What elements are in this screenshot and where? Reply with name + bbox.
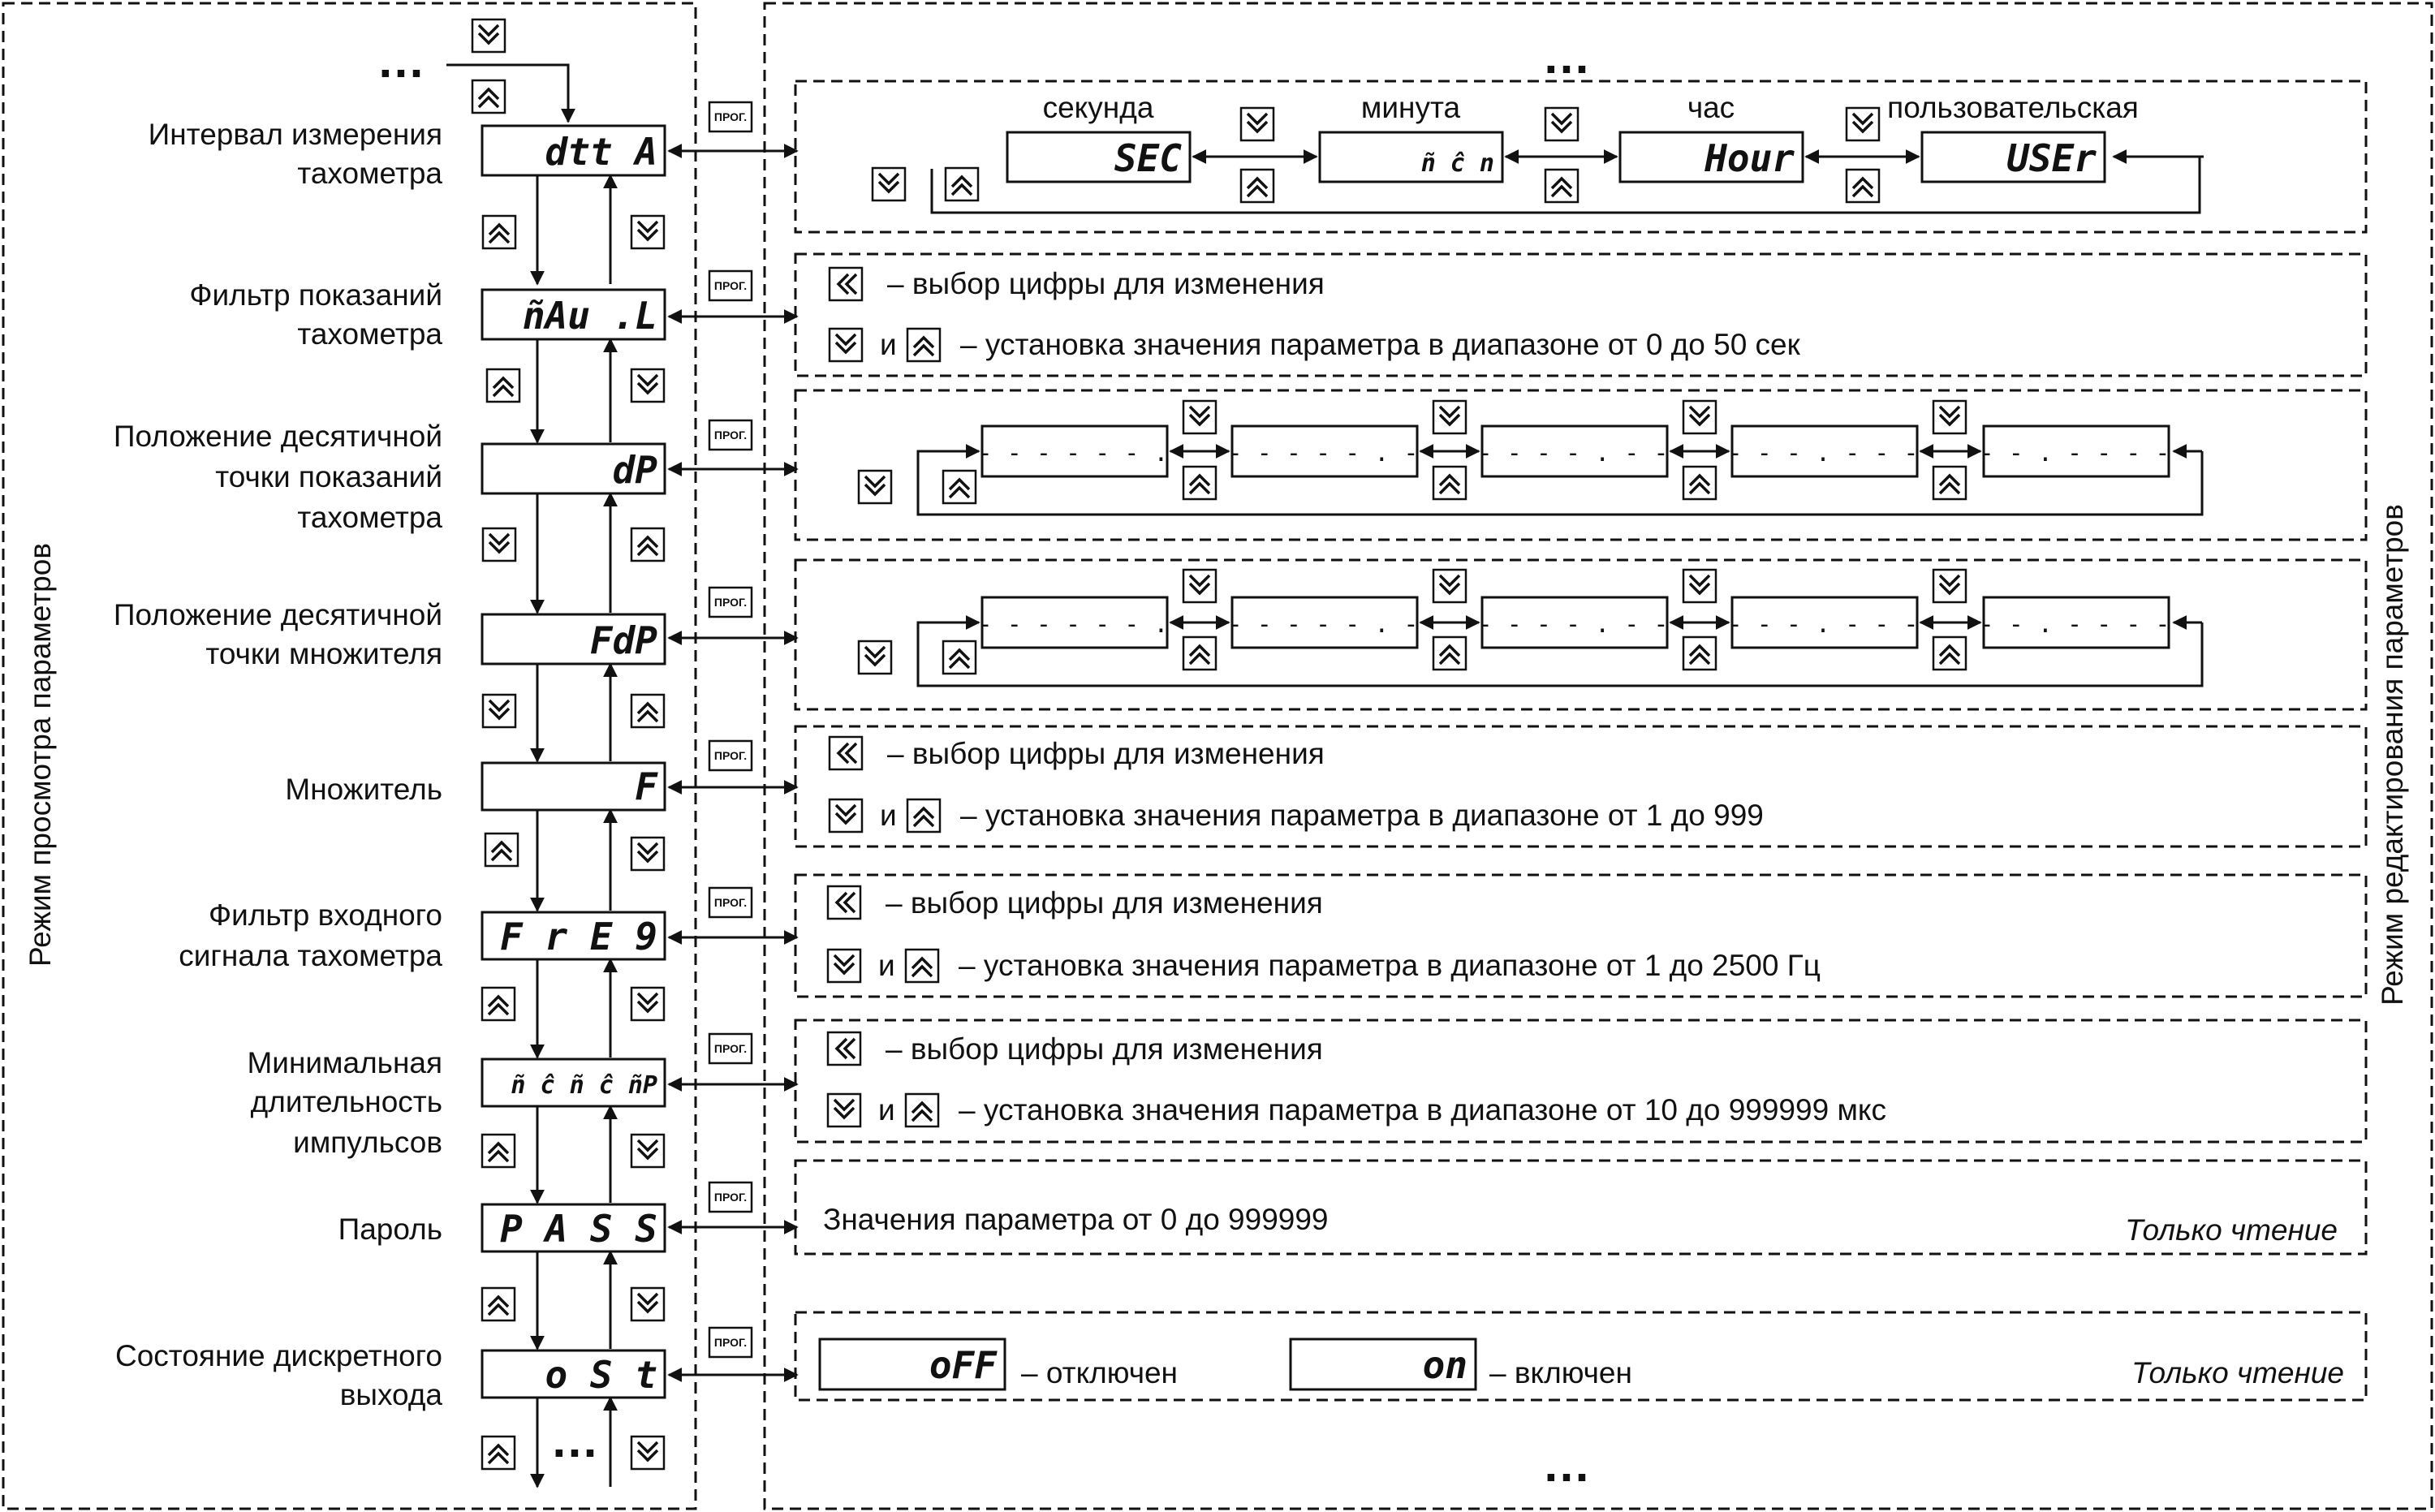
svg-text:- - - . - - -: - - - . - - - (1727, 610, 1919, 639)
up-button-icon (1847, 170, 1879, 202)
svg-text:- - . - - - -: - - . - - - - (1979, 439, 2170, 467)
down-button-icon (1433, 401, 1466, 433)
interval-caption: секунда (1042, 91, 1154, 124)
view-mode-title: Режим просмотра параметров (24, 543, 57, 967)
svg-text:– выбор цифры для изменения: – выбор цифры для изменения (886, 1032, 1323, 1066)
up-button-icon (1183, 467, 1216, 499)
param-label: Положение десятичной (113, 598, 442, 631)
svg-text:и: и (878, 1093, 895, 1126)
param-label: Фильтр входного (209, 898, 442, 932)
left-button-icon (828, 886, 860, 919)
down-button-icon (631, 1437, 664, 1469)
param-labels (114, 118, 443, 1411)
svg-text:– установка значения параметра: – установка значения параметра в диапазоне от 1 до 2500 Гц (959, 949, 1821, 982)
svg-text:P A S S: P A S S (500, 1207, 657, 1251)
down-button-icon (631, 1288, 664, 1320)
svg-text:– выбор цифры для изменения: – выбор цифры для изменения (886, 886, 1323, 920)
down-button-icon (631, 216, 664, 248)
down-button-icon (1183, 570, 1216, 602)
param-label: сигнала тахометра (179, 939, 442, 972)
svg-text:F: F (635, 765, 657, 808)
down-button-icon (1683, 570, 1716, 602)
dp-edit-box (795, 390, 2366, 540)
svg-text:и: и (878, 949, 895, 982)
svg-text:– отключен: – отключен (1021, 1356, 1178, 1389)
svg-text:ПРОГ.: ПРОГ. (713, 429, 748, 442)
svg-text:ПРОГ.: ПРОГ. (713, 596, 748, 609)
param-label: длительность (250, 1085, 442, 1118)
svg-text:oFF: oFF (929, 1343, 997, 1387)
svg-text:- - - - . - -: - - - - . - - (1477, 610, 1669, 639)
up-button-icon (482, 1135, 515, 1167)
param-label: Состояние дискретного (115, 1339, 442, 1372)
down-button-icon (1933, 570, 1966, 602)
freq-edit-box (795, 875, 2366, 997)
up-button-icon (907, 799, 940, 832)
svg-text:ПРОГ.: ПРОГ. (713, 279, 748, 292)
down-button-icon (1933, 401, 1966, 433)
up-button-icon (631, 528, 664, 561)
prog-connectors (669, 102, 797, 1375)
down-button-icon (631, 838, 664, 870)
param-label: выхода (339, 1378, 442, 1411)
left-button-icon (828, 1032, 860, 1065)
down-button-icon (472, 19, 505, 52)
down-button-icon (1183, 401, 1216, 433)
svg-text:USEr: USEr (2006, 136, 2097, 180)
svg-text:o S t: o S t (545, 1353, 657, 1397)
up-button-icon (946, 168, 978, 200)
param-label: Положение десятичной (113, 420, 442, 453)
ellipsis-bottom-left: … (550, 1413, 599, 1467)
svg-text:– выбор цифры для изменения: – выбор цифры для изменения (887, 267, 1325, 300)
svg-text:– включен: – включен (1489, 1356, 1632, 1389)
svg-text:- - - - - . -: - - - - - . - (1227, 610, 1419, 639)
down-button-icon (830, 329, 862, 361)
svg-text:Hour: Hour (1704, 136, 1795, 180)
down-button-icon (631, 1135, 664, 1167)
svg-text:Только чтение: Только чтение (2131, 1356, 2344, 1389)
down-button-icon (1241, 108, 1274, 140)
up-button-icon (1433, 637, 1466, 670)
param-label: импульсов (293, 1126, 442, 1159)
down-button-icon (828, 1094, 860, 1126)
param-label: тахометра (297, 157, 442, 190)
up-button-icon (1683, 467, 1716, 499)
svg-text:Значения параметра от 0 до 999: Значения параметра от 0 до 999999 (823, 1203, 1329, 1236)
param-label: точки показаний (215, 460, 442, 493)
interval-caption: минута (1360, 91, 1461, 124)
param-label: тахометра (297, 317, 442, 351)
svg-text:и: и (880, 799, 897, 832)
interval-edit-box (795, 81, 2366, 232)
svg-text:- - - - . - -: - - - - . - - (1477, 439, 1669, 467)
svg-text:– выбор цифры для изменения: – выбор цифры для изменения (887, 737, 1325, 770)
down-button-icon (859, 471, 891, 503)
down-button-icon (631, 988, 664, 1020)
down-button-icon (1545, 108, 1578, 140)
ellipsis-bottom-right: … (1542, 1437, 1591, 1492)
svg-text:Только чтение: Только чтение (2125, 1213, 2338, 1247)
ellipsis-top-left: … (377, 33, 425, 88)
svg-text:dtt A: dtt A (545, 130, 657, 174)
svg-text:- - . - - - -: - - . - - - - (1979, 610, 2170, 639)
svg-text:ПРОГ.: ПРОГ. (713, 1191, 748, 1204)
up-button-icon (482, 988, 515, 1020)
down-button-icon (1683, 401, 1716, 433)
up-button-icon (482, 1437, 515, 1469)
edit-mode-title: Режим редактирования параметров (2376, 504, 2409, 1006)
output-box (795, 1312, 2366, 1400)
svg-text:ñAu .L: ñAu .L (522, 294, 657, 338)
down-button-icon (631, 369, 664, 402)
param-label: Множитель (285, 773, 442, 806)
svg-text:- - - . - - -: - - - . - - - (1727, 439, 1919, 467)
svg-text:on: on (1422, 1343, 1467, 1387)
svg-text:– установка значения параметра: – установка значения параметра в диапазоне от 0 до 50 сек (960, 328, 1800, 361)
interval-caption: час (1687, 91, 1735, 124)
left-button-icon (830, 268, 862, 300)
down-button-icon (483, 695, 515, 727)
down-button-icon (1847, 108, 1879, 140)
svg-text:ПРОГ.: ПРОГ. (713, 1336, 748, 1349)
up-button-icon (487, 369, 519, 402)
down-button-icon (483, 528, 515, 561)
up-button-icon (472, 80, 505, 113)
param-label: Фильтр показаний (189, 278, 442, 312)
up-button-icon (943, 471, 976, 503)
param-displays (482, 126, 665, 1398)
down-button-icon (859, 641, 891, 674)
svg-text:ПРОГ.: ПРОГ. (713, 1042, 748, 1055)
svg-text:ПРОГ.: ПРОГ. (713, 896, 748, 909)
svg-text:- - - - - - .: - - - - - - . (977, 439, 1169, 467)
up-button-icon (1545, 170, 1578, 202)
svg-text:- - - - - - .: - - - - - - . (977, 610, 1169, 639)
down-button-icon (830, 799, 862, 832)
svg-text:ПРОГ.: ПРОГ. (713, 749, 748, 762)
interval-caption: пользовательская (1887, 91, 2139, 124)
svg-text:ñ ĉ ñ ĉ ñP: ñ ĉ ñ ĉ ñP (511, 1071, 657, 1100)
svg-text:– установка значения параметра: – установка значения параметра в диапазоне от 1 до 999 (960, 799, 1764, 832)
up-button-icon (907, 329, 940, 361)
down-button-icon (828, 950, 860, 982)
filter-edit-box (795, 254, 2366, 376)
up-button-icon (483, 216, 515, 248)
svg-text:dP: dP (612, 448, 657, 492)
fdp-edit-box (795, 560, 2366, 709)
up-button-icon (943, 641, 976, 674)
up-button-icon (1183, 637, 1216, 670)
up-button-icon (1933, 467, 1966, 499)
param-label: Пароль (338, 1213, 442, 1246)
up-button-icon (482, 1288, 515, 1320)
param-label: точки множителя (205, 637, 442, 670)
up-button-icon (906, 950, 938, 982)
nav-buttons (482, 216, 664, 1469)
param-label: Интервал измерения (148, 118, 442, 151)
password-box (795, 1161, 2366, 1254)
svg-text:– установка значения параметра: – установка значения параметра в диапазоне от 10 до 999999 мкс (959, 1093, 1886, 1126)
param-label: Минимальная (247, 1046, 442, 1079)
left-button-icon (830, 737, 862, 769)
svg-text:F r E 9: F r E 9 (500, 915, 657, 958)
up-button-icon (1433, 467, 1466, 499)
param-label: тахометра (297, 501, 442, 534)
down-button-icon (1433, 570, 1466, 602)
multiplier-edit-box (795, 726, 2366, 846)
down-button-icon (873, 168, 905, 200)
up-button-icon (1683, 637, 1716, 670)
svg-text:ñ ĉ n: ñ ĉ n (1420, 149, 1494, 178)
up-button-icon (1241, 170, 1274, 202)
svg-text:FdP: FdP (589, 618, 657, 662)
pulse-edit-box (795, 1020, 2366, 1142)
svg-text:и: и (880, 328, 897, 361)
flow-lines (537, 175, 610, 1487)
up-button-icon (485, 834, 518, 866)
view-mode-panel (3, 3, 696, 1509)
up-button-icon (906, 1094, 938, 1126)
svg-text:- - - - - . -: - - - - - . - (1227, 439, 1419, 467)
ellipsis-top-right: … (1542, 29, 1591, 84)
svg-text:ПРОГ.: ПРОГ. (713, 110, 748, 123)
up-button-icon (1933, 637, 1966, 670)
svg-text:SEC: SEC (1114, 136, 1182, 180)
up-button-icon (631, 695, 664, 727)
